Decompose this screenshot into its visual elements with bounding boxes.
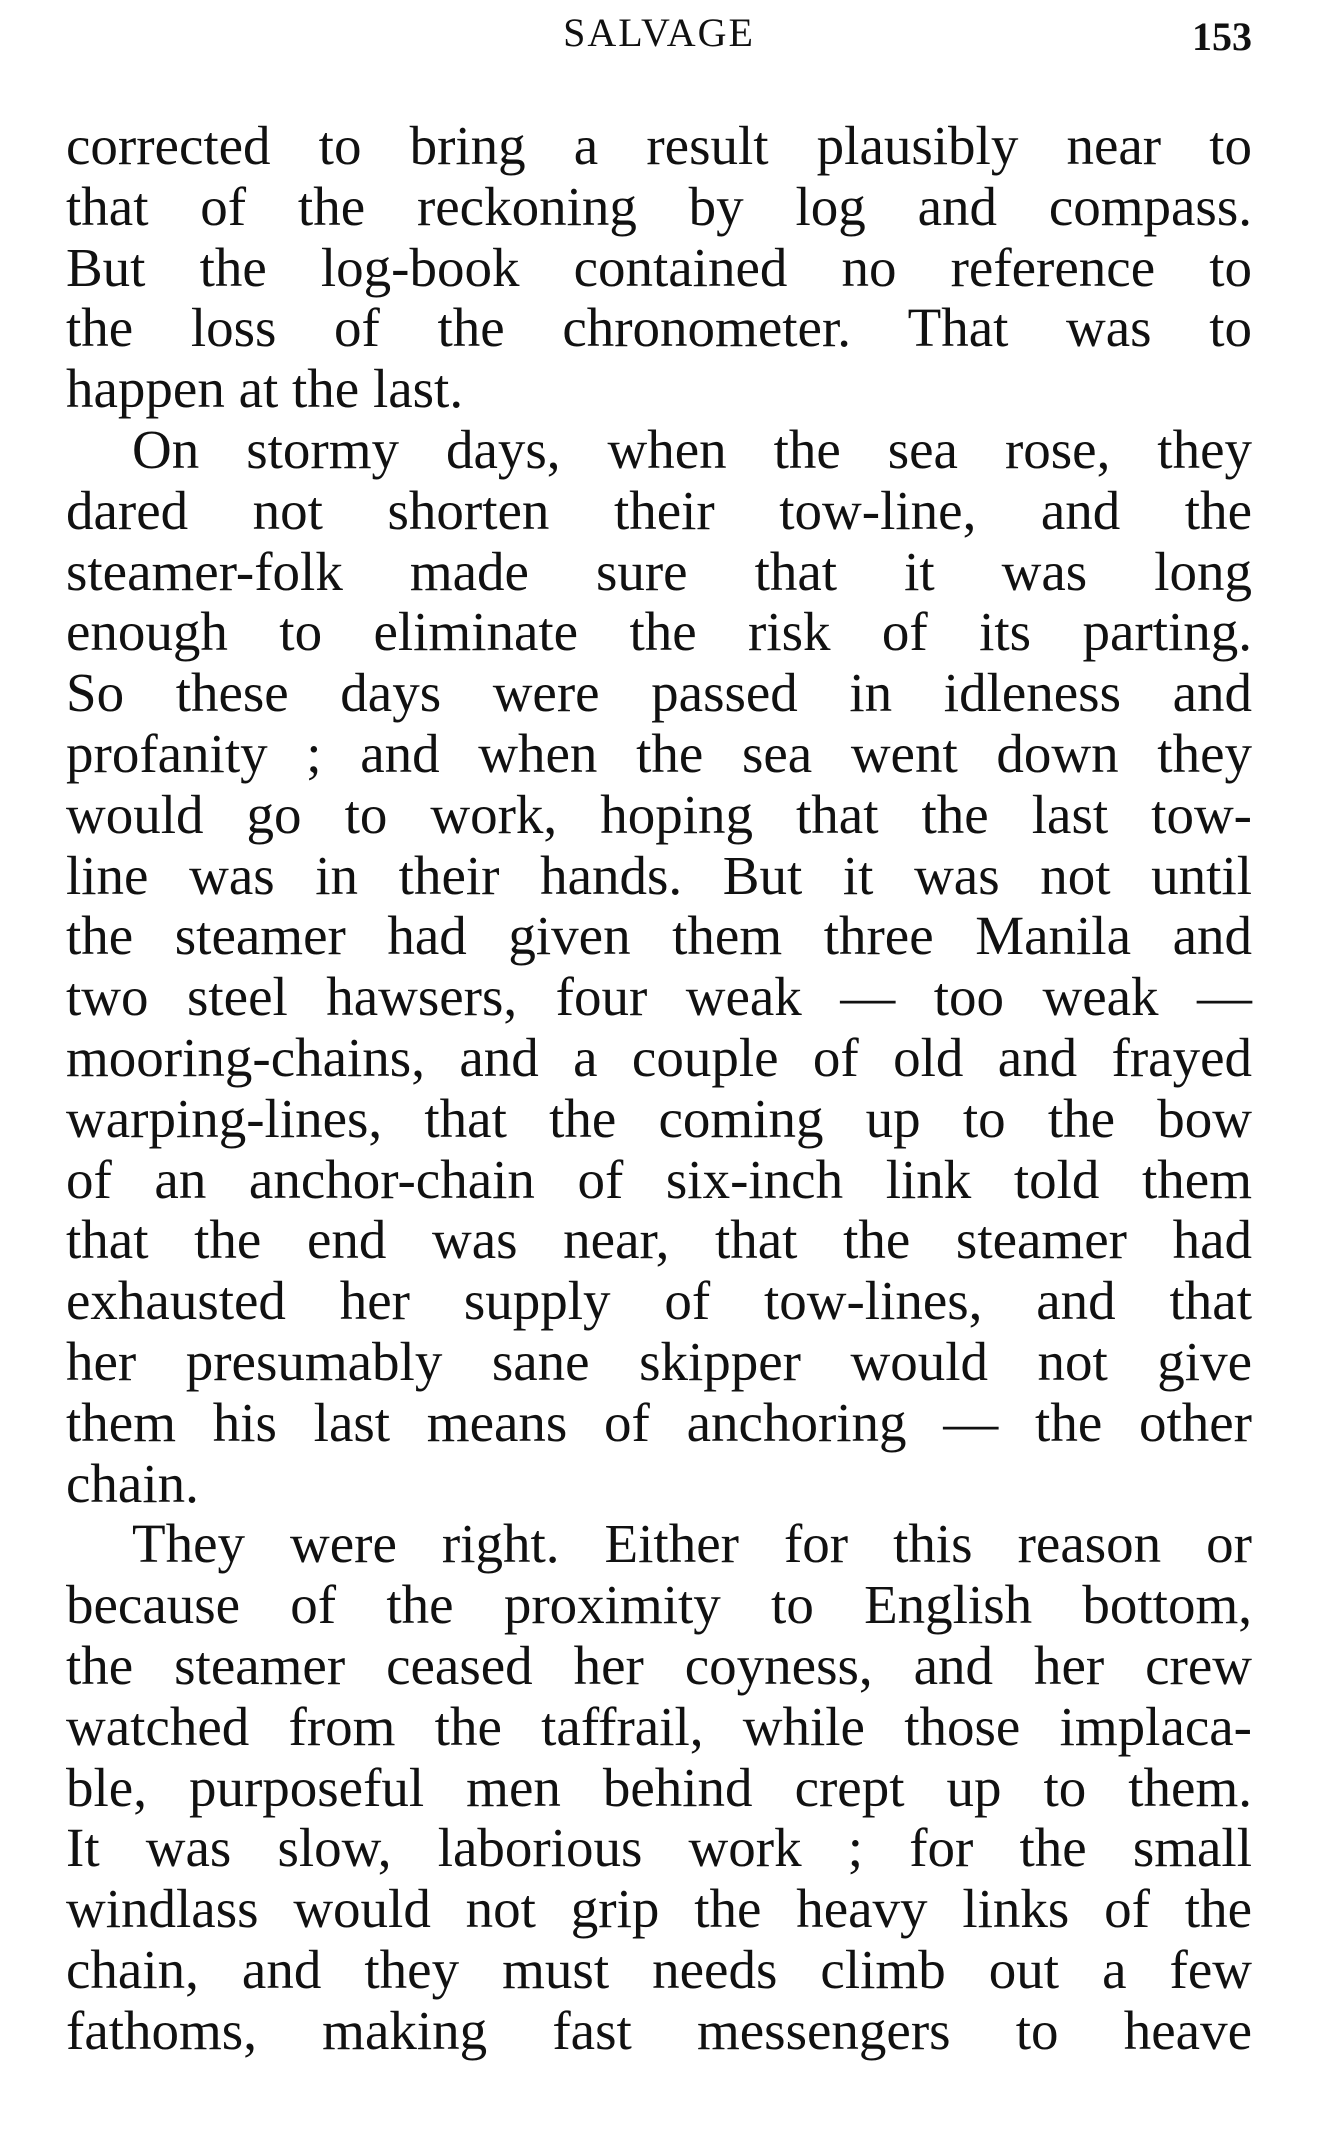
text-line: fathoms, making fast messengers to heave [66, 1999, 1252, 2061]
text-line: line was in their hands. But it was not until [66, 844, 1252, 906]
text-line: her presumably sane skipper would not give [66, 1330, 1252, 1392]
text-line: two steel hawsers, four weak — too weak — [66, 966, 1252, 1028]
text-line: windlass would not grip the heavy links of the [66, 1878, 1252, 1940]
text-line: them his last means of anchoring — the other [66, 1391, 1252, 1453]
text-line: watched from the taffrail, while those implaca- [66, 1695, 1252, 1757]
text-line: because of the proximity to English bottom, [66, 1574, 1252, 1636]
text-line: the loss of the chronometer. That was to [66, 297, 1252, 359]
page-number: 153 [1192, 14, 1252, 59]
text-line: the steamer ceased her coyness, and her crew [66, 1634, 1252, 1696]
text-line: happen at the last. [66, 358, 464, 420]
text-line: But the log-book contained no reference to [66, 236, 1252, 298]
text-line: mooring-chains, and a couple of old and frayed [66, 1026, 1252, 1088]
text-line: would go to work, hoping that the last tow- [66, 783, 1252, 845]
paragraph-start-line: On stormy days, when the sea rose, they [132, 418, 1252, 480]
paragraph-start-line: They were right. Either for this reason or [132, 1513, 1252, 1575]
text-line: It was slow, laborious work ; for the small [66, 1817, 1252, 1879]
text-line: profanity ; and when the sea went down they [66, 722, 1252, 784]
text-line: exhausted her supply of tow-lines, and that [66, 1270, 1252, 1332]
text-line: corrected to bring a result plausibly near to [66, 115, 1252, 176]
text-line: that the end was near, that the steamer had [66, 1209, 1252, 1271]
text-line: the steamer had given them three Manila and [66, 905, 1252, 967]
text-line: dared not shorten their tow-line, and the [66, 479, 1252, 541]
text-line: chain. [66, 1452, 199, 1514]
text-line: ble, purposeful men behind crept up to them. [66, 1756, 1252, 1818]
body-text [66, 116, 1252, 2062]
text-line: that of the reckoning by log and compass. [66, 175, 1252, 237]
text-line: enough to eliminate the risk of its parting. [66, 601, 1252, 663]
text-line: So these days were passed in idleness and [66, 662, 1252, 724]
text-line: chain, and they must needs climb out a few [66, 1938, 1252, 2000]
text-line: warping-lines, that the coming up to the bow [66, 1087, 1252, 1149]
text-line: steamer-folk made sure that it was long [66, 540, 1252, 602]
running-title: SALVAGE [563, 10, 755, 55]
text-line: of an anchor-chain of six-inch link told them [66, 1148, 1252, 1210]
running-header [66, 8, 1252, 58]
